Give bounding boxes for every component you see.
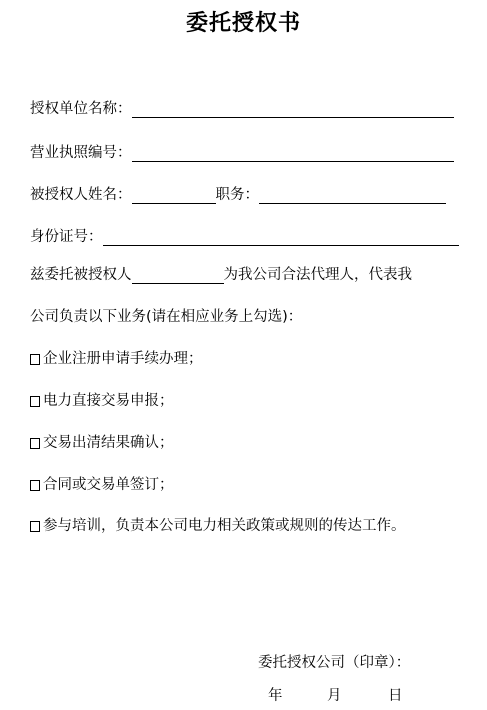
checkbox[interactable] [30, 438, 40, 449]
date-year-label: 年 [268, 688, 283, 704]
option-label: 电力直接交易申报； [43, 393, 174, 409]
checkbox[interactable] [30, 480, 40, 491]
option-label: 企业注册申请手续办理； [43, 351, 203, 367]
date-month-label: 月 [327, 688, 342, 704]
checkbox[interactable] [30, 396, 40, 407]
statement-line-1 [30, 262, 412, 284]
statement-line-2-text: 公司负责以下业务(请在相应业务上勾选)： [30, 309, 303, 325]
grantee-inline-blank[interactable] [132, 267, 224, 284]
checkbox[interactable] [30, 521, 40, 532]
grantee-name-label: 被授权人姓名： [30, 187, 132, 203]
document-title: 委托授权书 [185, 11, 301, 36]
statement-part-1: 兹委托被授权人 [30, 267, 132, 283]
license-no-blank[interactable] [132, 145, 454, 162]
signature-label: 委托授权公司（印章）： [258, 655, 411, 671]
grantee-name-blank[interactable] [132, 187, 216, 204]
date-day-label: 日 [388, 688, 403, 704]
option-label: 合同或交易单签订； [43, 477, 174, 493]
option-item [30, 513, 406, 535]
statement-line-2 [30, 304, 302, 326]
license-no-row [30, 140, 454, 162]
signature-row [258, 650, 410, 672]
grantee-row [30, 182, 446, 204]
checkbox[interactable] [30, 354, 40, 365]
company-name-label: 授权单位名称： [30, 101, 132, 117]
option-item [30, 430, 174, 452]
position-blank[interactable] [259, 187, 446, 204]
option-item [30, 472, 174, 494]
option-item [30, 388, 174, 410]
license-no-label: 营业执照编号： [30, 145, 132, 161]
company-name-blank[interactable] [132, 101, 454, 118]
option-label: 交易出清结果确认； [43, 435, 174, 451]
id-no-label: 身份证号： [30, 229, 103, 245]
option-item [30, 346, 203, 368]
statement-part-2: 为我公司合法代理人，代表我 [223, 267, 412, 283]
id-no-row [30, 224, 459, 246]
option-label: 参与培训，负责本公司电力相关政策或规则的传达工作。 [43, 518, 406, 534]
id-no-blank[interactable] [103, 229, 459, 246]
company-name-row [30, 96, 454, 118]
position-label: 职务： [215, 187, 259, 203]
